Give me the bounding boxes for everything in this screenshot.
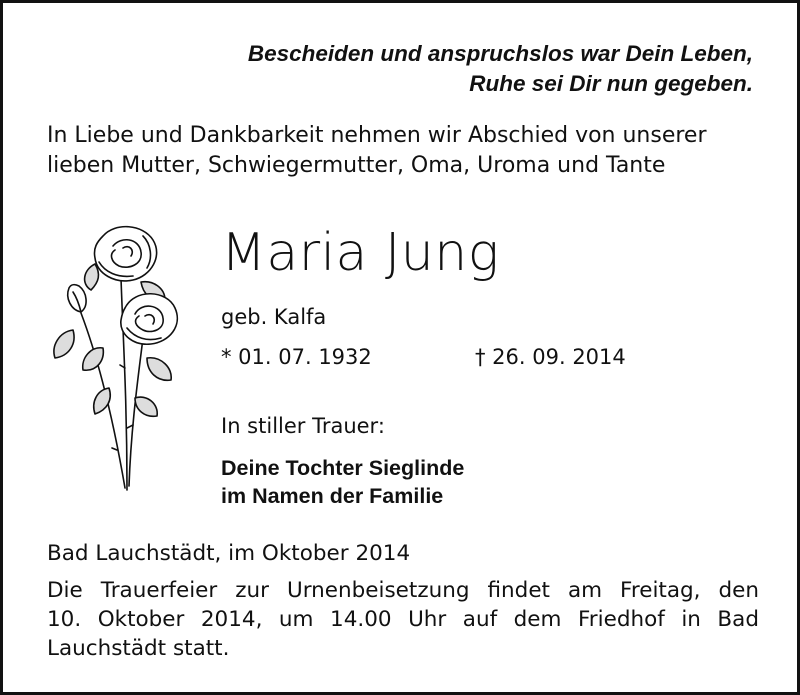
motto-line-2: Ruhe sei Dir nun gegeben. bbox=[469, 71, 753, 96]
funeral-line-1: Die Trauerfeier zur Urnenbeisetzung findet am Freitag, den bbox=[47, 578, 759, 603]
signer-line-2: im Namen der Familie bbox=[221, 484, 444, 508]
birth-date: * 01. 07. 1932 bbox=[221, 345, 372, 369]
deceased-name: Maria Jung bbox=[221, 223, 500, 283]
place-date: Bad Lauchstädt, im Oktober 2014 bbox=[47, 541, 411, 566]
rose-illustration bbox=[43, 218, 193, 498]
intro-line-1: In Liebe und Dankbarkeit nehmen wir Abschied von unserer bbox=[47, 123, 707, 148]
intro-line-2: lieben Mutter, Schwiegermutter, Oma, Uroma und Tante bbox=[47, 153, 666, 178]
funeral-line-2: 10. Oktober 2014, um 14.00 Uhr auf dem Friedhof in Bad bbox=[47, 607, 759, 632]
funeral-line-3: Lauchstädt statt. bbox=[47, 636, 230, 661]
mourning-heading: In stiller Trauer: bbox=[221, 414, 385, 438]
maiden-name: geb. Kalfa bbox=[221, 305, 327, 329]
signer-line-1: Deine Tochter Sieglinde bbox=[221, 456, 465, 480]
death-date: † 26. 09. 2014 bbox=[475, 345, 626, 369]
motto-line-1: Bescheiden und anspruchslos war Dein Leben, bbox=[247, 41, 753, 66]
